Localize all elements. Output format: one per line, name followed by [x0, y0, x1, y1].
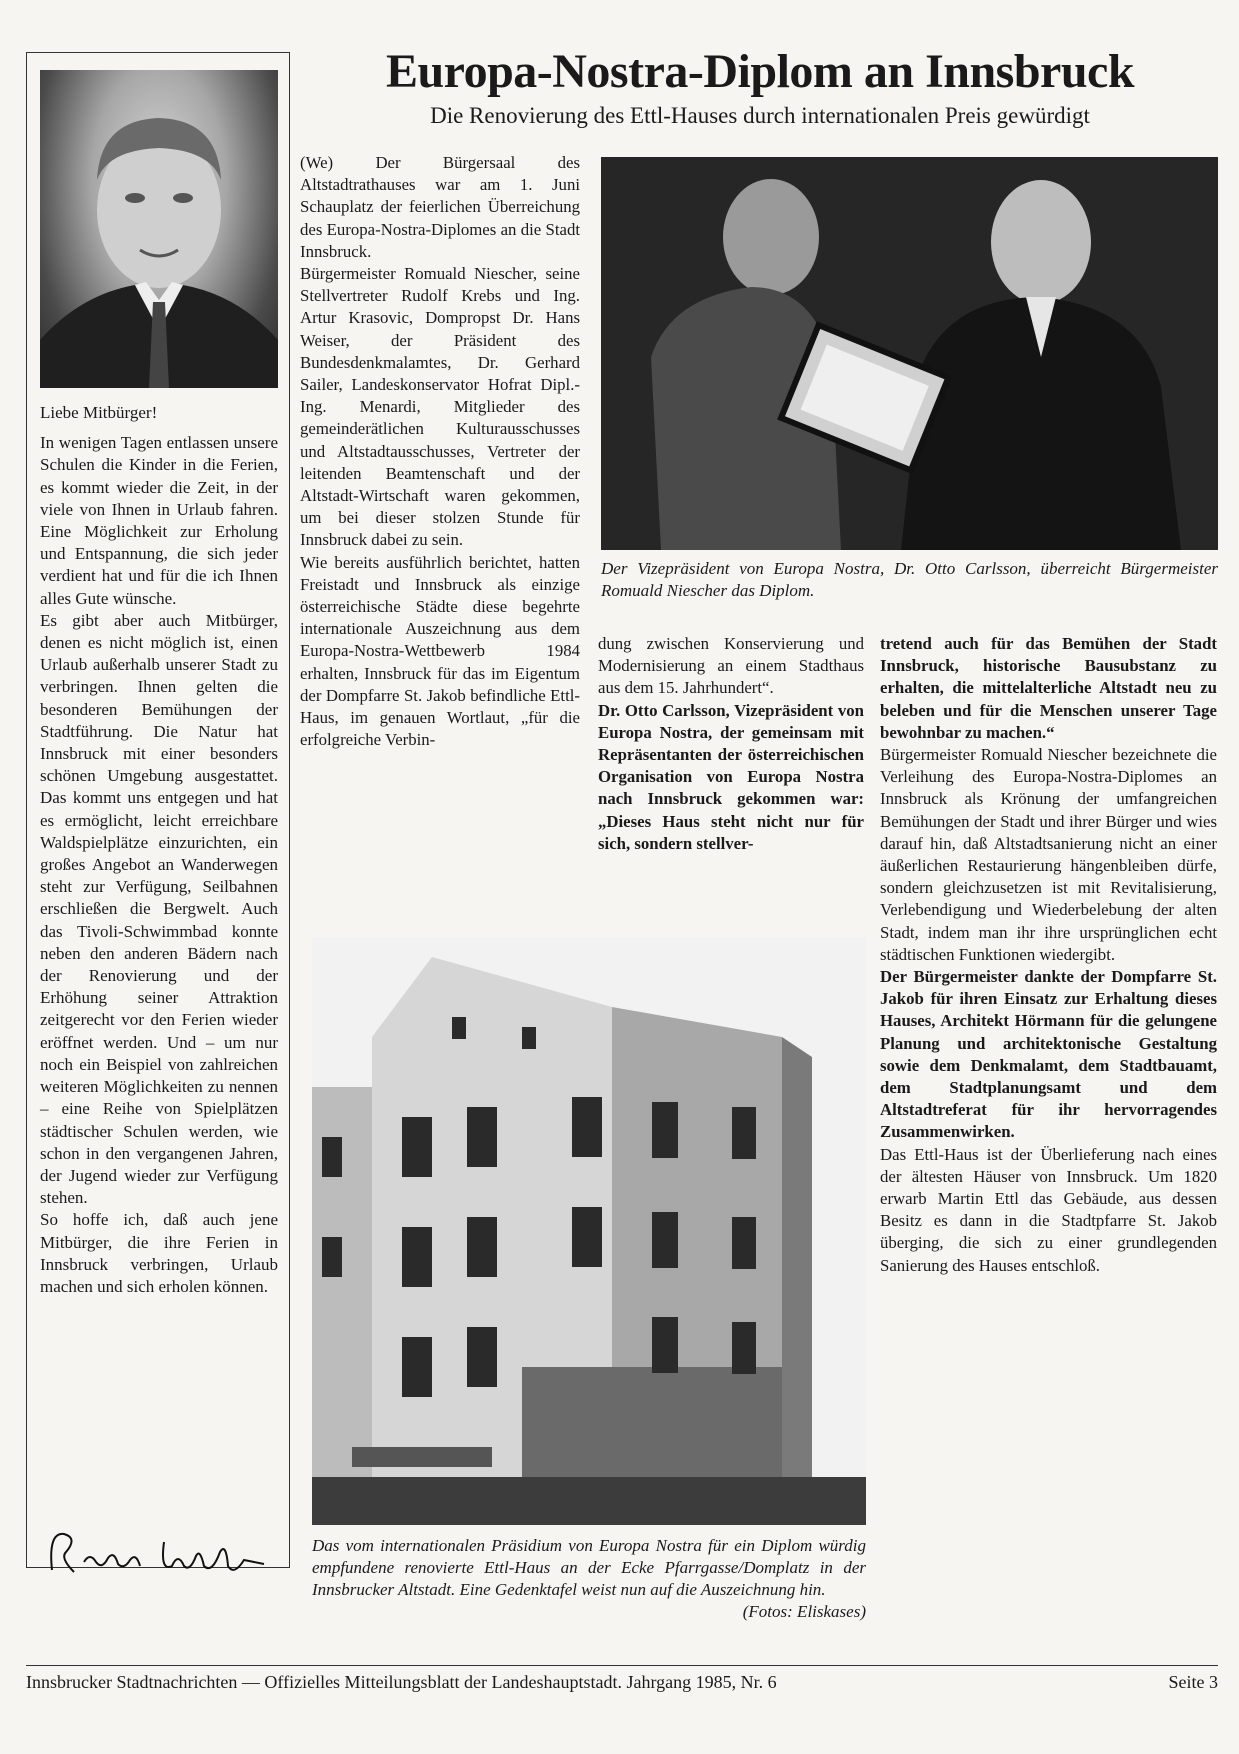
photo-credit: (Fotos: Eliskases) [742, 1602, 866, 1621]
footer-rule [26, 1665, 1218, 1666]
article-paragraph: Das Ettl-Haus ist der Überlieferung nach eines der ältesten Häuser von Innsbruck. Um 1820 erwarb Martin Ettl das Gebäude, aus dessen Besitz es dann in die Stadtpfarre St. Jakob überging, die sich zu einer grundlegenden Sanierung des Hauses entschloß. [880, 1144, 1217, 1275]
mayor-portrait-photo [40, 70, 278, 388]
sidebar-letter [40, 402, 278, 1298]
headline: Europa-Nostra-Diplom an Innsbruck [385, 45, 1135, 98]
article-paragraph-bold: Dr. Otto Carlsson, Vizepräsident von Europa Nostra, der gemeinsam mit Repräsentanten der österreichischen Organisation von Europa Nostra nach Innsbruck gekommen war: „Dieses Haus steht nicht nur für sich, sondern stellver- [598, 700, 864, 853]
article-paragraph: Wie bereits ausführlich berichtet, hatten Freistadt und Innsbruck als einzige österreichische Städte diese begehrte internationale Auszeichnung aus dem Europa-Nostra-Wettbewerb 1984 erhalten, Innsbruck für das im Eigentum der Dompfarre St. Jakob befindliche Ettl-Haus, im genauen Wortlaut, „für die erfolgreiche Verbin- [300, 552, 580, 750]
sidebar-greeting: Liebe Mitbürger! [40, 403, 158, 422]
sidebar-paragraph: Es gibt aber auch Mitbürger, denen es nicht möglich ist, einen Urlaub außerhalb unserer Stadt zu verbringen. Ihnen gelten die besonderen Bemühungen der Stadtführung. Die Natur hat Innsbruck mit einer besonders schönen Umgebung ausgestattet. Das kommt uns entgegen und hat es ermöglicht, leicht erreichbare Waldspielplätze einzurichten, ein großes Angebot an Wanderwegen steht zur Verfügung, Seilbahnen erschließen die Bergwelt. Auch das Tivoli-Schwimmbad konnte neben den anderen Bädern nach der Renovierung und der Erhöhung seiner Attraktion zeitgerecht vor den Ferien wieder eröffnet werden. Und – um nur noch ein Beispiel von zahlreichen weiteren Möglichkeiten zu nennen – eine Reihe von Spielplätzen städtischer Schulen werden, wie schon in den vergangenen Jahren, der Jugend wieder zur Verfügung stehen. [40, 610, 278, 1208]
article-column-2 [598, 633, 864, 855]
photo-caption: Der Vizepräsident von Europa Nostra, Dr. Otto Carlsson, überreicht Bürgermeister Romuald Niescher das Diplom. [601, 559, 1218, 600]
photo-caption-text: Das vom internationalen Präsidium von Europa Nostra für ein Diplom würdig empfundene renovierte Ettl-Haus an der Ecke Pfarrgasse/Domplatz in der Innsbrucker Altstadt. Eine Gedenktafel weist nun auf die Auszeichnung hin. [312, 1536, 866, 1599]
mayor-signature [44, 1522, 274, 1582]
ettl-haus-photo [312, 937, 866, 1525]
article-paragraph: (We) Der Bürgersaal des Altstadtrathauses war am 1. Juni Schauplatz der feierlichen Überreichung des Europa-Nostra-Diplomes an die Stadt Innsbruck. [300, 153, 580, 261]
diploma-presentation-photo [601, 157, 1218, 550]
page-number: Seite 3 [1168, 1672, 1218, 1692]
article-paragraph: dung zwischen Konservierung und Modernisierung an einem Stadthaus aus dem 15. Jahrhundert“. [598, 634, 864, 698]
article-paragraph: Bürgermeister Romuald Niescher, seine Stellvertreter Rudolf Krebs und Ing. Artur Krasovic, Dompropst Dr. Hans Weiser, der Präsident des Bundesdenkmalamtes, Dr. Gerhard Sailer, Landeskonservator Hofrat Dipl.-Ing. Menardi, Mitglieder des gemeinderätlichen Kulturausschusses und Altstadtausschusses, Vertreter der leitenden Beamtenschaft und der Altstadt-Wirtschaft waren gekommen, um bei dieser stolzen Stunde für Innsbruck dabei zu sein. [300, 264, 580, 550]
photo-caption [312, 1535, 866, 1623]
sidebar-paragraph: In wenigen Tagen entlassen unsere Schulen die Kinder in die Ferien, es kommt wieder die Zeit, in der viele von Ihnen in Urlaub fahren. Eine Möglichkeit zur Erholung und Entspannung, die sich jeder verdient hat und für die ich Ihnen alles Gute wünsche. [40, 433, 278, 608]
article-column-3 [880, 633, 1217, 1277]
subheadline: Die Renovierung des Ettl-Hauses durch internationalen Preis gewürdigt [430, 103, 1090, 128]
footer-publication: Innsbrucker Stadtnachrichten — Offizielles Mitteilungsblatt der Landeshauptstadt. Jahrgang 1985, Nr. 6 [26, 1672, 777, 1692]
article-paragraph-bold: tretend auch für das Bemühen der Stadt Innsbruck, historische Bausubstanz zu erhalten, die mittelalterliche Altstadt neu zu beleben und für die Menschen unserer Tage bewohnbar zu machen.“ [880, 634, 1217, 742]
sidebar-paragraph: So hoffe ich, daß auch jene Mitbürger, die ihre Ferien in Innsbruck verbringen, Urlaub machen und sich erholen können. [40, 1210, 278, 1296]
article-paragraph: Bürgermeister Romuald Niescher bezeichnete die Verleihung des Europa-Nostra-Diplomes an Innsbruck als Krönung der umfangreichen Bemühungen der Stadt und ihrer Bürger und wies darauf hin, daß Altstadtsanierung nicht an einer äußerlichen Restaurierung hängenbleiben dürfe, sondern gleichzusetzen ist mit Revitalisierung, Verlebendigung und Wiederbelebung der alten Stadt, indem man ihr ihre ursprünglichen echt städtischen Funktionen wiedergibt. [880, 745, 1217, 964]
article-paragraph-bold: Der Bürgermeister dankte der Dompfarre St. Jakob für ihren Einsatz zur Erhaltung dieses Hauses, Architekt Hörmann für die gelungene Planung und architektonische Gestaltung sowie dem Denkmalamt, dem Stadtbauamt, dem Stadtplanungsamt und dem Altstadtreferat für ihr hervorragendes Zusammenwirken. [880, 967, 1217, 1142]
article-column-1 [300, 152, 580, 751]
